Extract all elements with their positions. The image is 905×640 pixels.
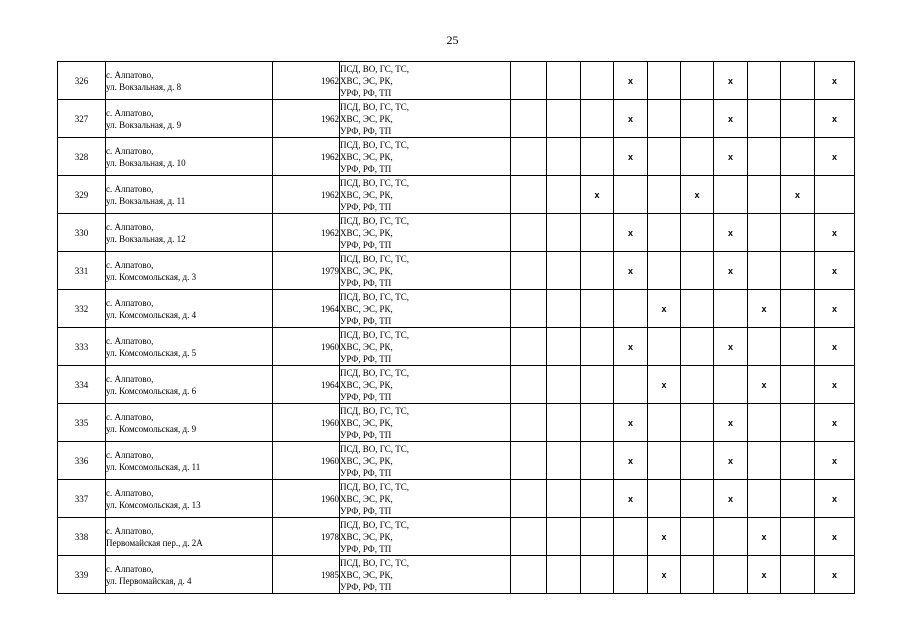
build-year: 1962 <box>273 62 340 100</box>
row-number: 335 <box>58 404 106 442</box>
mark-cell <box>511 252 547 290</box>
services-line: УРФ, РФ, ТП <box>340 277 392 288</box>
services-line: УРФ, РФ, ТП <box>340 581 392 592</box>
mark-cell <box>748 328 781 366</box>
mark-cell <box>748 100 781 138</box>
mark-cell <box>581 328 614 366</box>
mark-cell <box>511 480 547 518</box>
services-line: ПСД, ВО, ГС, ТС, <box>340 329 410 340</box>
table-row <box>58 366 855 404</box>
mark-cell <box>547 328 581 366</box>
mark-cell: x <box>815 62 855 100</box>
row-number: 337 <box>58 480 106 518</box>
mark-cell: x <box>714 252 748 290</box>
mark-cell <box>547 138 581 176</box>
mark-cell <box>511 366 547 404</box>
services-cell <box>340 252 511 290</box>
mark-cell: x <box>815 328 855 366</box>
table-row <box>58 62 855 100</box>
services-cell <box>340 328 511 366</box>
address-cell <box>106 366 273 404</box>
services-line: ПСД, ВО, ГС, ТС, <box>340 519 410 530</box>
services-line: ПСД, ВО, ГС, ТС, <box>340 291 410 302</box>
table-body <box>58 62 855 594</box>
mark-cell <box>781 100 815 138</box>
services-line: ПСД, ВО, ГС, ТС, <box>340 443 410 454</box>
table-row <box>58 480 855 518</box>
services-line: ХВС, ЭС, РК, <box>340 417 393 428</box>
services-line: УРФ, РФ, ТП <box>340 429 392 440</box>
mark-cell: x <box>581 176 614 214</box>
mark-cell <box>547 290 581 328</box>
table-row <box>58 252 855 290</box>
mark-cell: x <box>648 366 681 404</box>
mark-cell <box>748 404 781 442</box>
build-year: 1979 <box>273 252 340 290</box>
services-line: ПСД, ВО, ГС, ТС, <box>340 557 410 568</box>
address-line: ул. Комсомольская, д. 13 <box>106 499 201 510</box>
address-line: ул. Комсомольская, д. 4 <box>106 309 197 320</box>
address-cell <box>106 252 273 290</box>
mark-cell <box>681 138 714 176</box>
address-cell <box>106 442 273 480</box>
mark-cell: x <box>815 518 855 556</box>
mark-cell <box>781 442 815 480</box>
address-line: с. Алпатово, <box>106 449 154 460</box>
mark-cell <box>714 290 748 328</box>
row-number: 327 <box>58 100 106 138</box>
address-line: с. Алпатово, <box>106 411 154 422</box>
mark-cell <box>547 214 581 252</box>
address-line: с. Алпатово, <box>106 297 154 308</box>
mark-cell <box>547 556 581 594</box>
mark-cell <box>581 62 614 100</box>
mark-cell <box>581 518 614 556</box>
services-line: ХВС, ЭС, РК, <box>340 493 393 504</box>
mark-cell <box>511 62 547 100</box>
mark-cell <box>681 100 714 138</box>
address-line: с. Алпатово, <box>106 183 154 194</box>
address-cell <box>106 404 273 442</box>
address-line: с. Алпатово, <box>106 107 154 118</box>
services-line: УРФ, РФ, ТП <box>340 353 392 364</box>
mark-cell: x <box>815 138 855 176</box>
mark-cell: x <box>815 480 855 518</box>
address-line: ул. Первомайская, д. 4 <box>106 575 192 586</box>
mark-cell <box>681 328 714 366</box>
row-number: 331 <box>58 252 106 290</box>
build-year: 1960 <box>273 480 340 518</box>
mark-cell: x <box>748 518 781 556</box>
mark-cell: x <box>815 556 855 594</box>
mark-cell <box>681 442 714 480</box>
mark-cell <box>681 290 714 328</box>
row-number: 330 <box>58 214 106 252</box>
services-line: ХВС, ЭС, РК, <box>340 113 393 124</box>
mark-cell <box>547 62 581 100</box>
mark-cell <box>748 62 781 100</box>
address-line: ул. Комсомольская, д. 6 <box>106 385 197 396</box>
mark-cell <box>781 252 815 290</box>
mark-cell <box>748 176 781 214</box>
build-year: 1985 <box>273 556 340 594</box>
mark-cell <box>581 214 614 252</box>
mark-cell <box>511 290 547 328</box>
mark-cell: x <box>748 290 781 328</box>
mark-cell <box>714 556 748 594</box>
mark-cell: x <box>748 366 781 404</box>
mark-cell <box>781 556 815 594</box>
mark-cell <box>748 480 781 518</box>
address-line: с. Алпатово, <box>106 525 154 536</box>
mark-cell <box>547 480 581 518</box>
address-cell <box>106 176 273 214</box>
services-line: ПСД, ВО, ГС, ТС, <box>340 63 410 74</box>
services-line: ПСД, ВО, ГС, ТС, <box>340 405 410 416</box>
row-number: 326 <box>58 62 106 100</box>
services-cell <box>340 442 511 480</box>
services-line: ПСД, ВО, ГС, ТС, <box>340 481 410 492</box>
address-line: ул. Вокзальная, д. 8 <box>106 81 182 92</box>
build-year: 1960 <box>273 328 340 366</box>
address-line: ул. Вокзальная, д. 12 <box>106 233 186 244</box>
mark-cell <box>547 100 581 138</box>
mark-cell <box>581 556 614 594</box>
address-cell <box>106 100 273 138</box>
mark-cell <box>714 518 748 556</box>
services-line: УРФ, РФ, ТП <box>340 315 392 326</box>
mark-cell: x <box>714 328 748 366</box>
address-cell <box>106 518 273 556</box>
mark-cell <box>781 214 815 252</box>
services-line: УРФ, РФ, ТП <box>340 201 392 212</box>
mark-cell: x <box>815 214 855 252</box>
mark-cell <box>681 480 714 518</box>
table-row <box>58 176 855 214</box>
mark-cell: x <box>614 252 648 290</box>
mark-cell <box>648 138 681 176</box>
services-cell <box>340 480 511 518</box>
mark-cell <box>511 328 547 366</box>
services-line: ПСД, ВО, ГС, ТС, <box>340 139 410 150</box>
mark-cell: x <box>614 62 648 100</box>
mark-cell: x <box>648 556 681 594</box>
mark-cell <box>781 366 815 404</box>
mark-cell <box>581 138 614 176</box>
mark-cell <box>547 404 581 442</box>
mark-cell: x <box>815 366 855 404</box>
mark-cell <box>681 252 714 290</box>
address-line: ул. Вокзальная, д. 10 <box>106 157 186 168</box>
mark-cell: x <box>714 62 748 100</box>
mark-cell <box>681 404 714 442</box>
services-cell <box>340 214 511 252</box>
services-line: УРФ, РФ, ТП <box>340 125 392 136</box>
services-cell <box>340 138 511 176</box>
mark-cell <box>781 62 815 100</box>
services-line: ХВС, ЭС, РК, <box>340 151 393 162</box>
table-row <box>58 518 855 556</box>
services-cell <box>340 366 511 404</box>
address-line: Первомайская пер., д. 2А <box>106 537 203 548</box>
mark-cell <box>581 290 614 328</box>
mark-cell: x <box>815 404 855 442</box>
address-line: с. Алпатово, <box>106 221 154 232</box>
address-cell <box>106 138 273 176</box>
row-number: 332 <box>58 290 106 328</box>
table-row <box>58 404 855 442</box>
address-line: ул. Вокзальная, д. 9 <box>106 119 182 130</box>
mark-cell <box>648 176 681 214</box>
address-line: ул. Комсомольская, д. 5 <box>106 347 197 358</box>
mark-cell <box>511 556 547 594</box>
services-cell <box>340 176 511 214</box>
services-line: ХВС, ЭС, РК, <box>340 75 393 86</box>
services-line: ХВС, ЭС, РК, <box>340 531 393 542</box>
mark-cell: x <box>714 214 748 252</box>
build-year: 1962 <box>273 100 340 138</box>
mark-cell <box>714 366 748 404</box>
mark-cell <box>681 62 714 100</box>
build-year: 1960 <box>273 404 340 442</box>
mark-cell <box>748 252 781 290</box>
services-line: ПСД, ВО, ГС, ТС, <box>340 253 410 264</box>
mark-cell <box>648 214 681 252</box>
address-line: с. Алпатово, <box>106 69 154 80</box>
mark-cell: x <box>815 290 855 328</box>
address-cell <box>106 328 273 366</box>
services-line: ХВС, ЭС, РК, <box>340 341 393 352</box>
mark-cell <box>547 252 581 290</box>
mark-cell: x <box>681 176 714 214</box>
mark-cell: x <box>614 138 648 176</box>
build-year: 1962 <box>273 214 340 252</box>
table-row <box>58 138 855 176</box>
row-number: 333 <box>58 328 106 366</box>
mark-cell <box>781 138 815 176</box>
row-number: 329 <box>58 176 106 214</box>
address-cell <box>106 480 273 518</box>
page-number: 25 <box>446 33 459 47</box>
services-line: УРФ, РФ, ТП <box>340 543 392 554</box>
mark-cell <box>781 290 815 328</box>
services-line: ХВС, ЭС, РК, <box>340 189 393 200</box>
address-line: ул. Вокзальная, д. 11 <box>106 195 186 206</box>
table-row <box>58 100 855 138</box>
mark-cell <box>815 176 855 214</box>
services-line: ПСД, ВО, ГС, ТС, <box>340 367 410 378</box>
services-line: УРФ, РФ, ТП <box>340 467 392 478</box>
address-line: ул. Комсомольская, д. 11 <box>106 461 201 472</box>
mark-cell <box>547 366 581 404</box>
mark-cell <box>681 214 714 252</box>
mark-cell <box>614 290 648 328</box>
mark-cell <box>648 252 681 290</box>
services-cell <box>340 518 511 556</box>
mark-cell <box>614 366 648 404</box>
services-line: УРФ, РФ, ТП <box>340 163 392 174</box>
mark-cell: x <box>614 214 648 252</box>
mark-cell <box>781 328 815 366</box>
mark-cell: x <box>614 328 648 366</box>
address-cell <box>106 214 273 252</box>
mark-cell <box>681 366 714 404</box>
mark-cell <box>581 366 614 404</box>
mark-cell <box>581 252 614 290</box>
mark-cell: x <box>714 138 748 176</box>
services-cell <box>340 404 511 442</box>
address-cell <box>106 556 273 594</box>
table-row <box>58 290 855 328</box>
mark-cell <box>511 100 547 138</box>
mark-cell <box>714 176 748 214</box>
services-cell <box>340 62 511 100</box>
mark-cell <box>581 480 614 518</box>
services-line: ХВС, ЭС, РК, <box>340 569 393 580</box>
mark-cell: x <box>614 404 648 442</box>
table-row <box>58 328 855 366</box>
services-line: ХВС, ЭС, РК, <box>340 379 393 390</box>
mark-cell <box>781 480 815 518</box>
mark-cell <box>511 442 547 480</box>
mark-cell <box>648 100 681 138</box>
address-cell <box>106 62 273 100</box>
mark-cell <box>581 100 614 138</box>
mark-cell <box>648 328 681 366</box>
mark-cell: x <box>614 100 648 138</box>
services-line: ПСД, ВО, ГС, ТС, <box>340 215 410 226</box>
services-line: ПСД, ВО, ГС, ТС, <box>340 177 410 188</box>
services-line: УРФ, РФ, ТП <box>340 505 392 516</box>
mark-cell: x <box>648 518 681 556</box>
mark-cell <box>511 214 547 252</box>
services-line: УРФ, РФ, ТП <box>340 239 392 250</box>
mark-cell: x <box>815 252 855 290</box>
mark-cell <box>511 404 547 442</box>
mark-cell <box>648 480 681 518</box>
row-number: 334 <box>58 366 106 404</box>
services-line: УРФ, РФ, ТП <box>340 391 392 402</box>
mark-cell: x <box>714 442 748 480</box>
build-year: 1964 <box>273 366 340 404</box>
mark-cell: x <box>748 556 781 594</box>
mark-cell <box>581 404 614 442</box>
address-line: с. Алпатово, <box>106 563 154 574</box>
mark-cell <box>748 442 781 480</box>
mark-cell <box>748 214 781 252</box>
address-line: с. Алпатово, <box>106 373 154 384</box>
services-cell <box>340 290 511 328</box>
mark-cell <box>547 518 581 556</box>
mark-cell: x <box>714 100 748 138</box>
mark-cell <box>648 62 681 100</box>
mark-cell <box>614 176 648 214</box>
mark-cell <box>681 518 714 556</box>
build-year: 1960 <box>273 442 340 480</box>
mark-cell <box>781 518 815 556</box>
table-row <box>58 442 855 480</box>
address-cell <box>106 290 273 328</box>
table-row <box>58 556 855 594</box>
build-year: 1962 <box>273 176 340 214</box>
build-year: 1964 <box>273 290 340 328</box>
mark-cell <box>648 442 681 480</box>
mark-cell <box>748 138 781 176</box>
services-line: ХВС, ЭС, РК, <box>340 227 393 238</box>
services-line: ХВС, ЭС, РК, <box>340 455 393 466</box>
row-number: 338 <box>58 518 106 556</box>
services-line: ХВС, ЭС, РК, <box>340 303 393 314</box>
row-number: 336 <box>58 442 106 480</box>
table-row <box>58 214 855 252</box>
mark-cell <box>547 176 581 214</box>
mark-cell <box>648 404 681 442</box>
mark-cell <box>681 556 714 594</box>
services-cell <box>340 556 511 594</box>
mark-cell <box>781 404 815 442</box>
services-line: ПСД, ВО, ГС, ТС, <box>340 101 410 112</box>
address-line: с. Алпатово, <box>106 335 154 346</box>
mark-cell: x <box>614 442 648 480</box>
mark-cell: x <box>614 480 648 518</box>
mark-cell: x <box>714 404 748 442</box>
mark-cell: x <box>815 442 855 480</box>
build-year: 1962 <box>273 138 340 176</box>
address-line: с. Алпатово, <box>106 259 154 270</box>
mark-cell <box>581 442 614 480</box>
services-cell <box>340 100 511 138</box>
mark-cell: x <box>781 176 815 214</box>
mark-cell <box>511 138 547 176</box>
mark-cell: x <box>648 290 681 328</box>
address-line: с. Алпатово, <box>106 145 154 156</box>
build-year: 1978 <box>273 518 340 556</box>
housing-register-table <box>57 61 855 594</box>
address-line: с. Алпатово, <box>106 487 154 498</box>
mark-cell <box>614 518 648 556</box>
mark-cell <box>511 176 547 214</box>
services-line: ХВС, ЭС, РК, <box>340 265 393 276</box>
row-number: 339 <box>58 556 106 594</box>
address-line: ул. Комсомольская, д. 9 <box>106 423 197 434</box>
mark-cell <box>547 442 581 480</box>
services-line: УРФ, РФ, ТП <box>340 87 392 98</box>
mark-cell: x <box>714 480 748 518</box>
mark-cell <box>511 518 547 556</box>
row-number: 328 <box>58 138 106 176</box>
mark-cell: x <box>815 100 855 138</box>
mark-cell <box>614 556 648 594</box>
address-line: ул. Комсомольская, д. 3 <box>106 271 197 282</box>
